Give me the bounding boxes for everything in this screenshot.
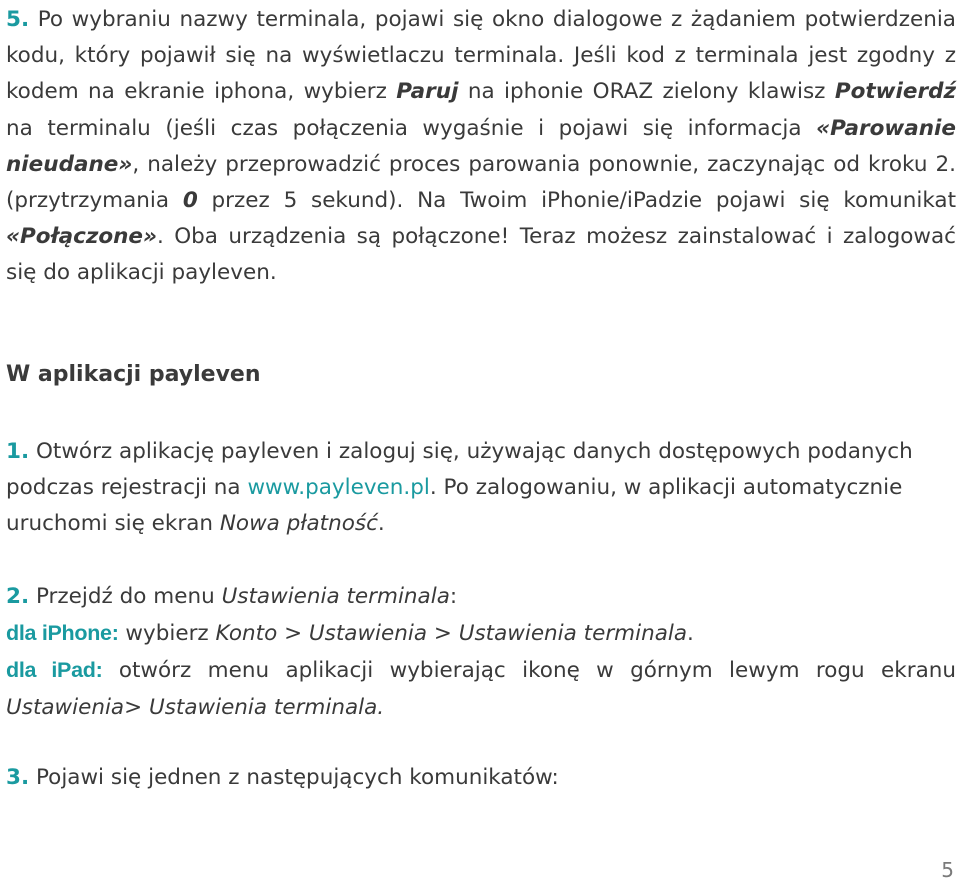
iphone-end: . xyxy=(687,621,694,647)
step-3-block xyxy=(6,760,956,796)
parowanie-nieudane-term: «Parowanie nieudane» xyxy=(6,115,956,177)
ipad-sep: > xyxy=(124,694,149,720)
paruj-term: Paruj xyxy=(396,79,459,105)
ustawienia-term: Ustawienia xyxy=(308,621,428,647)
step-1-number: 1. xyxy=(6,439,30,464)
ustawienia-terminala-term-2: Ustawienia terminala xyxy=(458,621,688,647)
step-5-text-c: na terminalu (jeśli czas połączenia wygaśnie i pojawi się informacja xyxy=(6,115,817,141)
iphone-sep-2: > xyxy=(427,621,459,647)
step-1-block xyxy=(6,434,956,543)
step-5-text-a: Po wybraniu nazwy terminala, pojawi się okno dialogowe z żądaniem potwierdzenia kodu, który pojawił się na wyświetlaczu terminala. Jeśli kod z terminala jest zgodny z kodem na ekranie iphona, wybierz xyxy=(6,7,956,105)
step-1-text-a: Otwórz aplikację payleven i zaloguj się, używając danych dostępowych podanych podczas rejestracji na xyxy=(6,439,913,501)
step-5-text-d: , należy przeprowadzić proces parowania ponownie, zaczynając od kroku 2. (przytrzymania xyxy=(6,151,956,214)
step-1-text-c: . xyxy=(377,511,385,537)
iphone-label: dla iPhone: xyxy=(6,621,119,646)
step-5-text-e: przez 5 sekund). Na Twoim iPhonie/iPadzie pojawi się komunikat xyxy=(197,188,957,214)
step-3-text: Pojawi się jednen z następujących komunikatów: xyxy=(29,765,559,790)
step-1-paragraph xyxy=(6,434,956,543)
step-2-number: 2. xyxy=(6,584,30,609)
step-5-text-b: na iphonie ORAZ zielony klawisz xyxy=(458,79,835,105)
step-3-number: 3. xyxy=(6,765,30,790)
zero-key: 0 xyxy=(182,188,198,214)
step-2-text-b: : xyxy=(449,584,458,609)
polaczone-term: «Połączone» xyxy=(6,224,157,250)
ipad-ustawienia-terminala-term: Ustawienia terminala. xyxy=(148,694,385,720)
step-2-block xyxy=(6,579,956,726)
ipad-text-a: otwórz menu aplikacji wybierając ikonę w górnym lewym rogu ekranu xyxy=(102,658,957,684)
step-2-iphone-line xyxy=(6,615,956,652)
step-5-block xyxy=(6,2,956,292)
ustawienia-terminala-term: Ustawienia terminala xyxy=(221,584,450,609)
step-1-text-b: . Po zalogowaniu, w aplikacji automatycznie uruchomi się ekran xyxy=(6,475,903,537)
page-number: 5 xyxy=(941,858,954,882)
step-2-text-a: Przejdź do menu xyxy=(29,584,222,609)
section-heading: W aplikacji payleven xyxy=(6,362,261,387)
step-3-paragraph xyxy=(6,760,956,796)
ipad-label: dla iPad: xyxy=(6,658,103,683)
potwierdz-term: Potwierdź xyxy=(834,79,956,105)
konto-term: Konto xyxy=(215,621,278,647)
payleven-link[interactable]: www.payleven.pl xyxy=(247,475,430,501)
step-5-paragraph xyxy=(6,2,956,292)
nowa-platnosc-term: Nowa płatność xyxy=(219,511,378,537)
iphone-sep-1: > xyxy=(277,621,309,647)
step-2-line-1 xyxy=(6,579,956,615)
step-5-number: 5. xyxy=(6,7,30,32)
step-2-ipad-line xyxy=(6,652,956,725)
ipad-ustawienia-term: Ustawienia xyxy=(6,694,125,720)
iphone-text-a: wybierz xyxy=(118,621,216,647)
step-5-text-f: . Oba urządzenia są połączone! Teraz możesz zainstalować i zalogować się do aplikacji payleven. xyxy=(6,224,956,286)
